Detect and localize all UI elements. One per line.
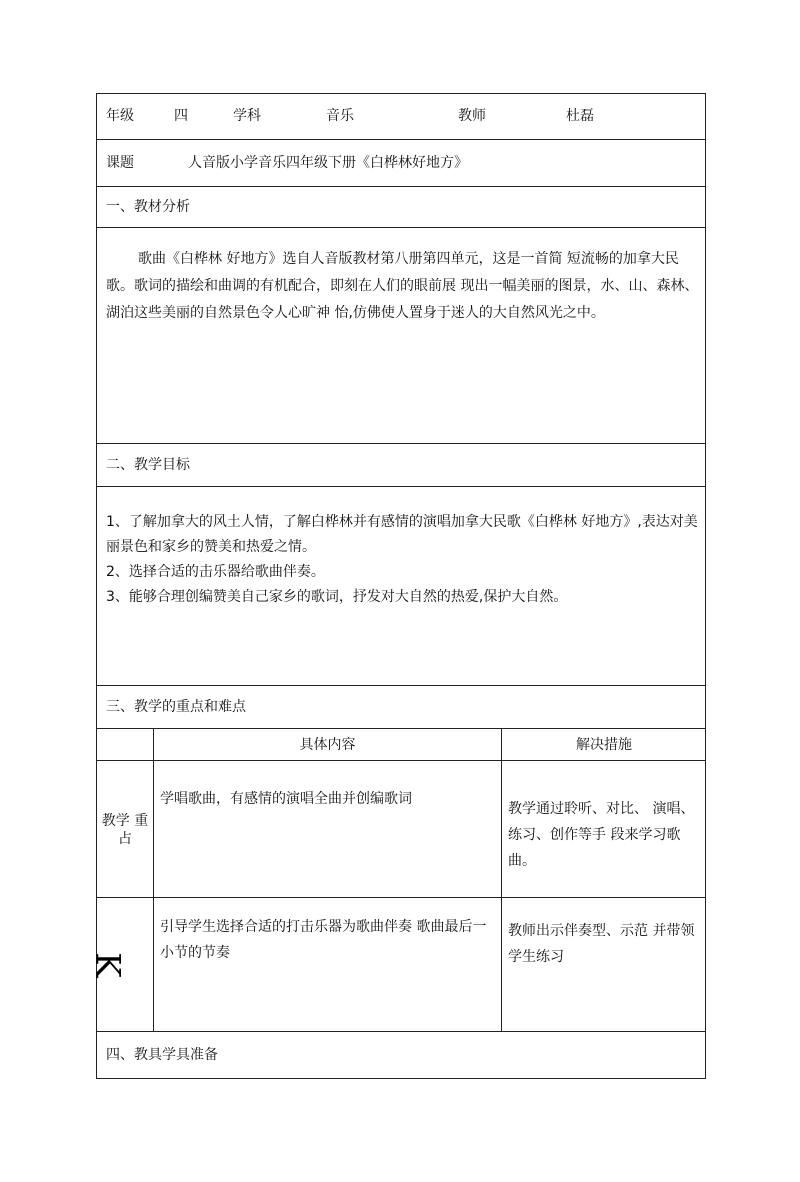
grade-value: 四	[174, 108, 188, 124]
row-divider	[96, 443, 706, 444]
row-divider	[96, 186, 706, 187]
row-label-difficulty-glyph: K	[87, 952, 128, 978]
row-divider	[96, 486, 706, 487]
goal-item: 3、能够合理创编赞美自己家乡的歌词，抒发对大自然的热爱,保护大自然。	[106, 589, 568, 605]
difficulty-measures: 教师出示伴奏型、示范 并带领学生练习	[508, 923, 695, 965]
teacher-label: 教师	[458, 108, 486, 124]
goal-item: 2、选择合适的击乐器给歌曲伴奏。	[106, 564, 325, 580]
lesson-title: 人音版小学音乐四年级下册《白桦林好地方》	[188, 155, 468, 171]
row-divider	[96, 1031, 706, 1032]
column-header-content: 具体内容	[299, 737, 356, 753]
material-analysis-text: 歌曲《白桦林 好地方》选自人音版教材第八册第四单元，这是一首简 短流畅的加拿大民歌。歌词的描绘和曲调的有机配合，即刻在人们的眼前展 现出一幅美丽的图景，水、山、森林、湖泊这些美丽的自然景色令人心旷神 怡,仿佛使人置身于迷人的大自然风光之中。	[106, 251, 699, 321]
column-header-measures: 解决措施	[576, 737, 632, 753]
row-divider	[96, 728, 706, 729]
row-divider	[96, 897, 706, 898]
row-divider	[96, 685, 706, 686]
section2-heading: 二、教学目标	[106, 457, 190, 473]
row-divider	[96, 227, 706, 228]
key-point-measures: 教学通过聆听、对比、 演唱、练习、创作等手 段来学习歌曲。	[508, 801, 695, 869]
section4-heading: 四、教具学具准备	[106, 1047, 218, 1063]
column-divider	[153, 728, 154, 1031]
column-divider	[501, 728, 502, 1031]
row-divider	[96, 760, 706, 761]
teacher-value: 杜磊	[566, 108, 594, 124]
teaching-goals-list	[106, 510, 700, 610]
lesson-label: 课题	[106, 155, 134, 171]
row-label-key-point: 教学 重占	[101, 813, 149, 847]
row-divider	[96, 139, 706, 140]
subject-value: 音乐	[326, 108, 354, 124]
key-point-content: 学唱歌曲，有感情的演唱全曲并创编歌词	[160, 791, 412, 807]
difficulty-content: 引导学生选择合适的打击乐器为歌曲伴奏 歌曲最后一小节的节奏	[160, 919, 487, 961]
section3-heading: 三、教学的重点和难点	[106, 699, 246, 715]
grade-label: 年级	[106, 108, 134, 124]
subject-label: 学科	[233, 108, 261, 124]
section1-heading: 一、教材分析	[106, 199, 190, 215]
goal-item: 1、了解加拿大的风土人情，了解白桦林并有感情的演唱加拿大民歌《白桦林 好地方》,表达对美丽景色和家乡的赞美和热爱之情。	[106, 514, 698, 555]
